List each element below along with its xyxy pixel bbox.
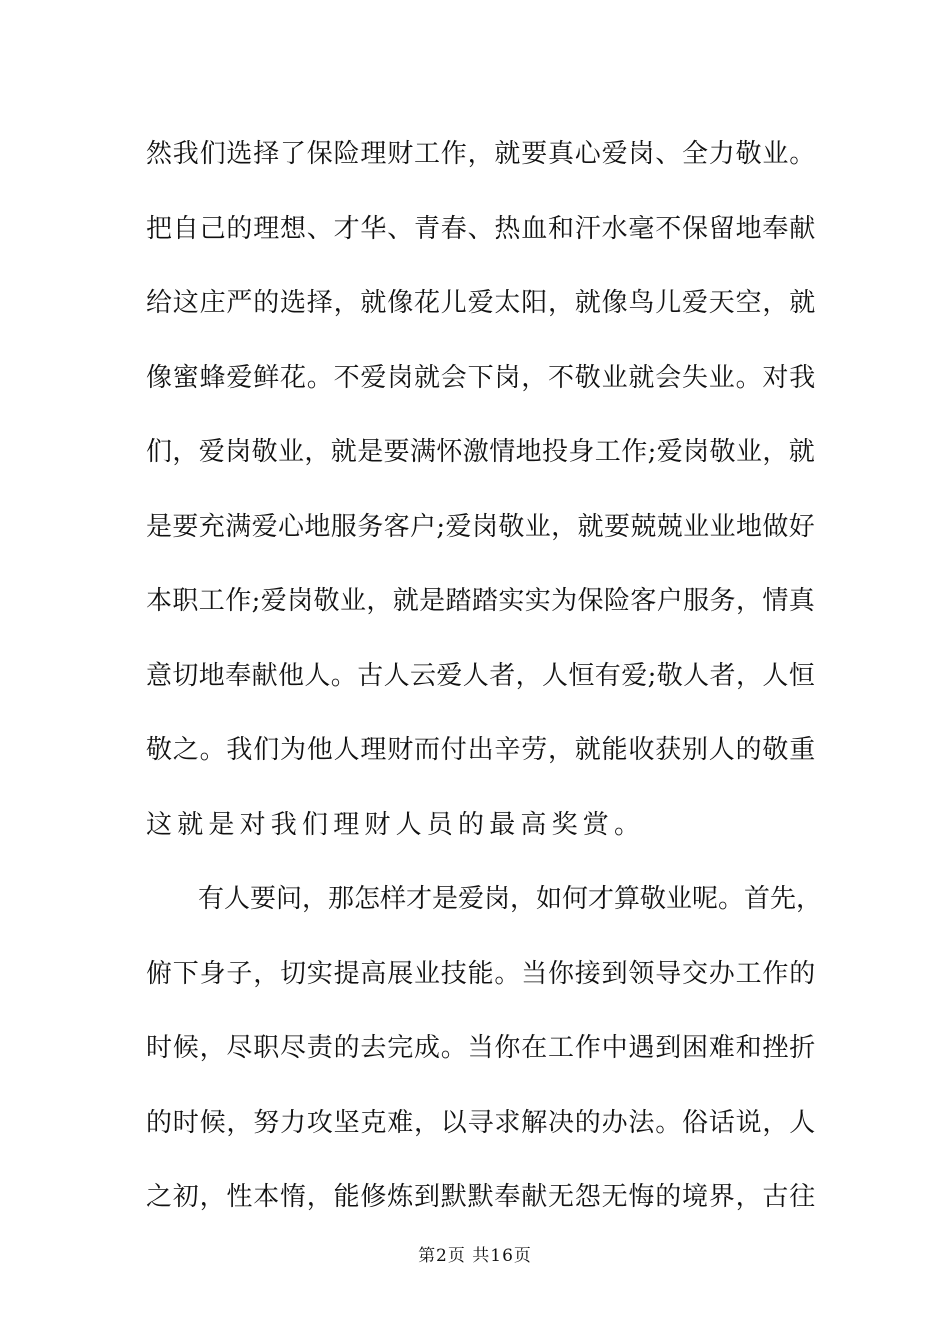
text-line: 之初，性本惰，能修炼到默默奉献无怨无悔的境界，古往 <box>146 1182 817 1212</box>
body-text <box>146 132 823 1250</box>
text-line: 有人要问，那怎样才是爱岗，如何才算敬业呢。首先， <box>146 884 823 914</box>
text-line: 们，爱岗敬业，就是要满怀激情地投身工作;爱岗敬业，就 <box>146 437 816 467</box>
text-line: 的时候，努力攻坚克难，以寻求解决的办法。俗话说，人 <box>146 1107 817 1138</box>
text-line: 然我们选择了保险理财工作，就要真心爱岗、全力敬业。 <box>146 139 817 169</box>
text-line: 给这庄严的选择，就像花儿爱太阳，就像鸟儿爱天空，就 <box>146 288 817 318</box>
text-line: 像蜜蜂爱鲜花。不爱岗就会下岗，不敬业就会失业。对我 <box>146 362 817 393</box>
page-footer: 第2页 共16页 <box>418 1246 532 1266</box>
text-line: 本职工作;爱岗敬业，就是踏踏实实为保险客户服务，情真 <box>146 586 816 616</box>
text-line: 意切地奉献他人。古人云爱人者，人恒有爱;敬人者，人恒 <box>146 660 816 691</box>
text-line: 敬之。我们为他人理财而付出辛劳，就能收获别人的敬重 <box>146 735 817 765</box>
text-line: 俯下身子，切实提高展业技能。当你接到领导交办工作的 <box>146 958 817 989</box>
text-line: 把自己的理想、才华、青春、热血和汗水毫不保留地奉献 <box>146 213 817 244</box>
text-line: 是要充满爱心地服务客户;爱岗敬业，就要兢兢业业地做好 <box>146 511 816 542</box>
text-line: 时候，尽职尽责的去完成。当你在工作中遇到困难和挫折 <box>146 1033 817 1063</box>
text-line: 这就是对我们理财人员的最高奖赏。 <box>146 809 646 840</box>
